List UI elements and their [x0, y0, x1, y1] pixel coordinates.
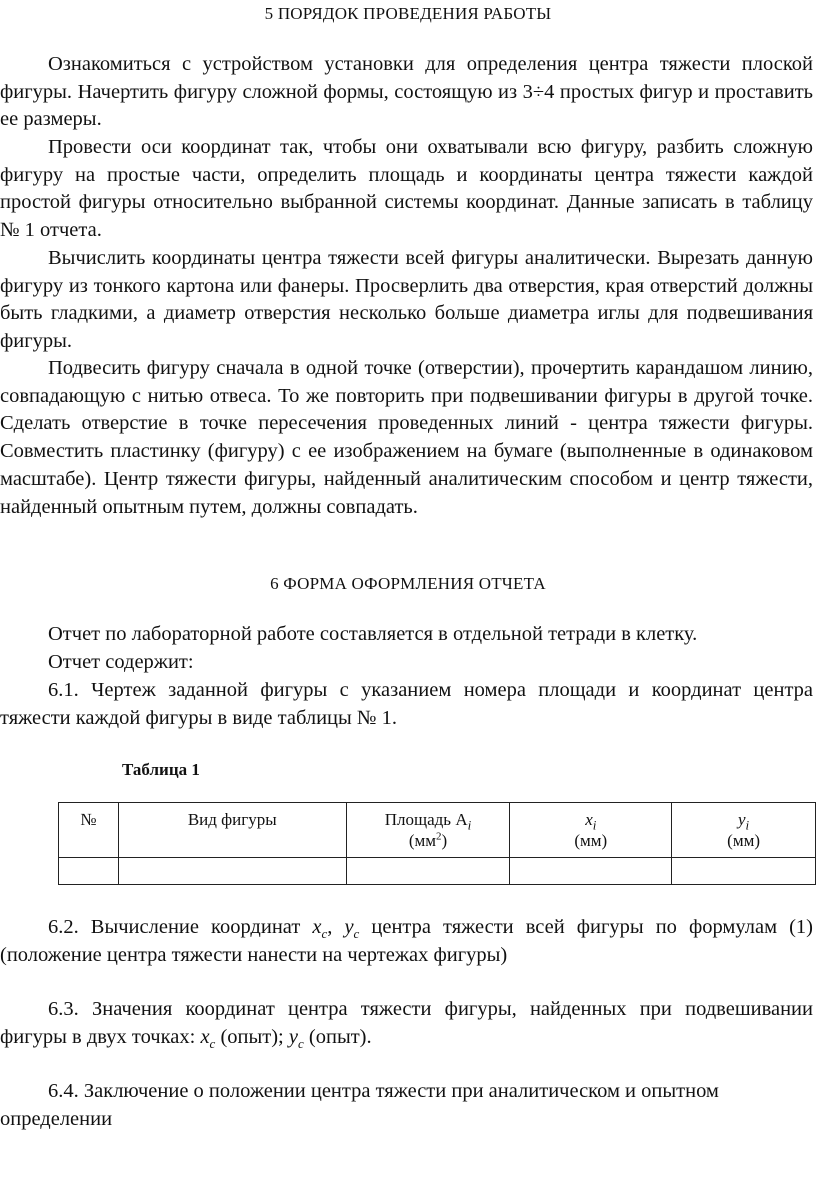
paragraph-2: Провести оси координат так, чтобы они охватывали всю фигуру, разбить сложную фигуру на простые части, определить площадь и координаты центра тяжести каждой простой фигуры относительно выбранной системы координат. Данные записать в таблицу № 1 отчета. — [0, 136, 813, 242]
table-caption: Таблица 1 — [122, 760, 200, 779]
paragraph-3: Вычислить координаты центра тяжести всей фигуры аналитически. Вырезать данную фигуру из тонкого картона или фанеры. Просверлить два отверстия, края отверстий должны быть гладкими, а диаметр отверстия несколько больше диаметра иглы для подвешивания фигуры. — [0, 247, 813, 353]
report-contains: Отчет содержит: — [48, 651, 194, 673]
item-6-1: 6.1. Чертеж заданной фигуры с указанием номера площади и координат центра тяжести каждой фигуры в виде таблицы № 1. — [0, 679, 813, 729]
paragraph-4: Подвесить фигуру сначала в одной точке (отверстии), прочертить карандашом линию, совпадающую с нитью отвеса. То же повторить при подвешивании фигуры в другой точке. Сделать отверстие в точке пересечения проведенных линий - центра тяжести фигуры. Совместить пластинку (фигуру) с ее изображением на бумаге (выполненные в одинаковом масштабе). Центр тяжести фигуры, найденный аналитическим способом и центр тяжести, найденный опытным путем, должны совпадать. — [0, 357, 813, 518]
section-6-title: 6 ФОРМА ОФОРМЛЕНИЯ ОТЧЕТА — [270, 574, 546, 593]
col-y-header: $y_i$ (мм) — [672, 803, 816, 858]
col-number-header: № — [59, 803, 119, 858]
table-header-row — [59, 803, 816, 858]
table-cell — [510, 858, 672, 885]
table-cell — [346, 858, 510, 885]
table-cell — [672, 858, 816, 885]
table-cell — [118, 858, 346, 885]
col-type-header: Вид фигуры — [118, 803, 346, 858]
item-6-3: 6.3. Значения координат центра тяжести фигуры, найденных при подвешивании фигуры в двух точках: $x_c$ (опыт); $y_c$ (опыт). — [0, 998, 813, 1051]
table-cell — [59, 858, 119, 885]
item-6-4: 6.4. Заключение о положении центра тяжести при аналитическом и опытном определении — [0, 1080, 719, 1130]
col-area-header: Площадь $A_i$ $(мм^2)$ — [346, 803, 510, 858]
section-5-title: 5 ПОРЯДОК ПРОВЕДЕНИЯ РАБОТЫ — [264, 4, 552, 23]
col-x-header: $x_i$ (мм) — [510, 803, 672, 858]
item-6-2: 6.2. Вычисление координат $x_c$, $y_c$ центра тяжести всей фигуры по формулам (1) (положение центра тяжести нанести на чертежах фигуры) — [0, 916, 813, 966]
table-row — [59, 858, 816, 885]
report-intro: Отчет по лабораторной работе составляется в отдельной тетради в клетку. — [48, 623, 698, 645]
paragraph-1: Ознакомиться с устройством установки для определения центра тяжести плоской фигуры. Начертить фигуру сложной формы, состоящую из 3÷4 простых фигур и проставить ее размеры. — [0, 53, 813, 131]
table-1 — [58, 802, 816, 885]
